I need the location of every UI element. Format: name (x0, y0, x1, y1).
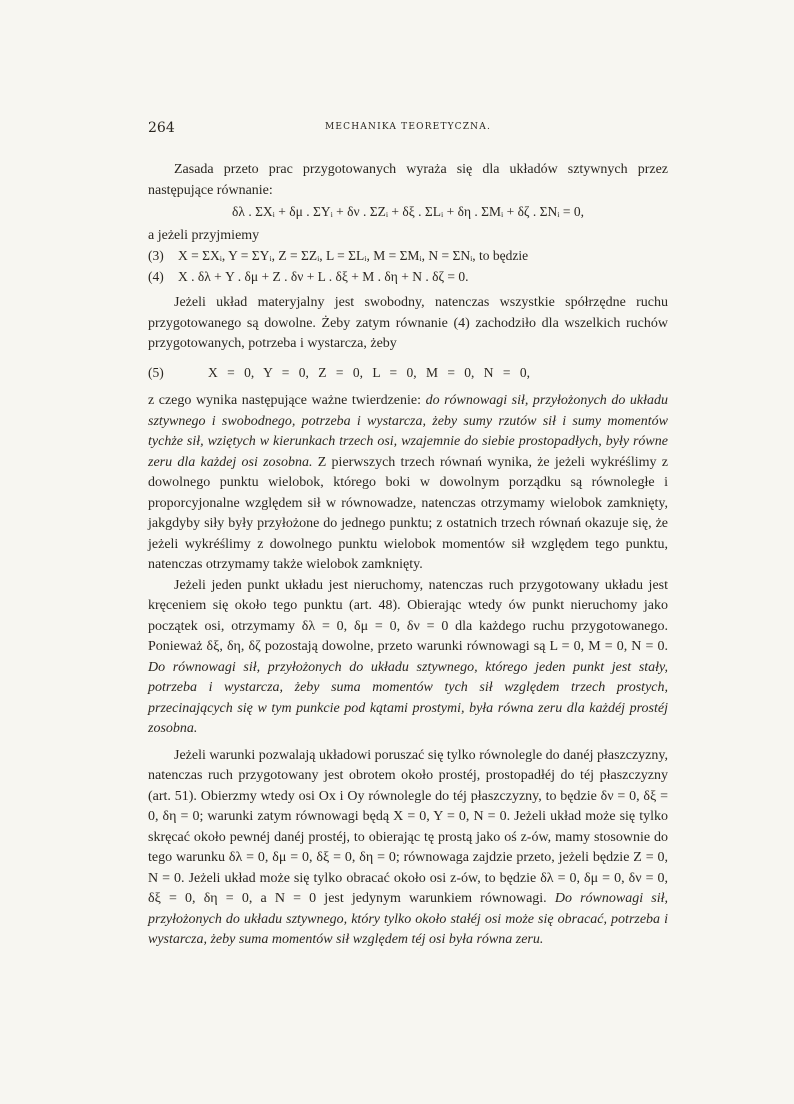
theorem-free-lead: z czego wynika następujące ważne twierdzenie: (148, 393, 426, 408)
page-header (148, 120, 668, 140)
page-number: 264 (148, 120, 175, 136)
paragraph-free-system: Jeżeli układ materyjalny jest swobodny, natenczas wszystkie spółrzędne ruchu przygotowanego są dowolne. Żeby zatym równanie (4) zachodziło dla wszelkich ruchów przygotowanych, potrzeba i wystarcza, żeby (148, 295, 668, 351)
fixed-axis-theorem: Do równowagi sił, przyłożonych do układu sztywnego, który tylko około stałéj osi może się obracać, potrzeba i wystarcza, żeby suma momentów sił względem téj osi była równa zeru. (148, 891, 668, 947)
equation-4-number: (4) (148, 268, 164, 284)
paragraph-fixed-point (148, 576, 668, 740)
running-title: MECHANIKA TEORETYCZNA. (324, 122, 492, 132)
theorem-free-statement: do równowagi sił, przyłożonych do układu sztywnego i swobodnego, potrzeba i wystarcza, żeby sumy rzutów sił i sumy momentów tychże sił, wziętych w kierunkach trzech osi, wzajemnie do siebie prostopadłych, były równe zeru dla każdej osi zosobna. (148, 393, 668, 470)
equation-4 (148, 267, 668, 288)
equation-5 (148, 363, 668, 384)
page-body (148, 160, 668, 951)
equation-4-body: X . δλ + Y . δμ + Z . δν + L . δξ + M . δη + N . δζ = 0. (178, 268, 469, 284)
fixed-point-theorem: Do równowagi sił, przyłożonych do układu sztywnego, którego jeden punkt jest stały, potrzeba i wystarcza, żeby suma momentów tych sił względem trzech prostych, przecinających się w tym punkcie pod kątami prostymi, była równa zeru dla każdéj prostéj zosobna. (148, 659, 668, 736)
fixed-point-text: Jeżeli jeden punkt układu jest nieruchomy, natenczas ruch przygotowany układu jest kręceniem się około tego punktu (art. 48). Obierając wtedy ów punkt nieruchomy jako początek osi, otrzymamy δλ = 0, δμ = 0, δν = 0 dla każdego ruchu przygotowanego. Ponieważ δξ, δη, δζ pozostają dowolne, przeto warunki równowagi są L = 0, M = 0, N = 0. (148, 577, 668, 654)
equation-3-body: X = ΣXᵢ, Y = ΣYᵢ, Z = ΣZᵢ, L = ΣLᵢ, M = ΣMᵢ, N = ΣNᵢ, to będzie (178, 248, 529, 263)
equation-work-principle: δλ . ΣXᵢ + δμ . ΣYᵢ + δν . ΣZᵢ + δξ . ΣLᵢ + δη . ΣMᵢ + δζ . ΣNᵢ = 0, (232, 204, 584, 219)
equation-3 (148, 246, 668, 267)
equation-3-number: (3) (148, 248, 164, 263)
equation-5-number: (5) (148, 364, 164, 380)
paragraph-plane-motion (148, 746, 668, 951)
paragraph-theorem-free (148, 391, 668, 576)
theorem-free-remark: Z pierwszych trzech równań wynika, że jeżeli wykréślimy z dowolnego punktu wielobok, którego boki w dowolnym porządku są równoległe i proporcyjonalne względem sił w równowadze, natenczas otrzymamy wielobok zamknięty, jakgdyby siły były przyłożone do jednego punktu; z ostatnich trzech równań okazuje się, że jeżeli wykréślimy z dowolnego punktu wielobok momentów sił względem tego punktu, natenczas otrzymamy także wielobok zamknięty. (148, 454, 668, 572)
paragraph-intro: Zasada przeto prac przygotowanych wyraża się dla układów sztywnych przez następujące równanie: (148, 162, 668, 198)
equation-5-body: X = 0, Y = 0, Z = 0, L = 0, M = 0, N = 0, (208, 364, 531, 380)
paragraph-assume: a jeżeli przyjmiemy (148, 227, 260, 243)
plane-motion-text: Jeżeli warunki pozwalają układowi poruszać się tylko równolegle do danéj płaszczyzny, natenczas ruch przygotowany jest obrotem około prostéj, prostopadłéj do téj płaszczyzny (art. 51). Obierzmy wtedy osi Ox i Oy równolegle do téj płaszczyzny, to będzie δν = 0, δξ = 0, δη = 0; warunki zatym równowagi będą X = 0, Y = 0, N = 0. Jeżeli układ może się tylko skręcać około pewnéj danéj prostéj, to obierając tę prostą jako oś z-ów, mamy stosownie do tego warunku δλ = 0, δμ = 0, δξ = 0, δη = 0; równowaga zajdzie przeto, jeżeli będzie Z = 0, N = 0. Jeżeli układ może się tylko obracać około osi z-ów, to będzie δλ = 0, δμ = 0, δν = 0, δξ = 0, δη = 0, a N = 0 jest jedynym warunkiem równowagi. (148, 747, 668, 906)
